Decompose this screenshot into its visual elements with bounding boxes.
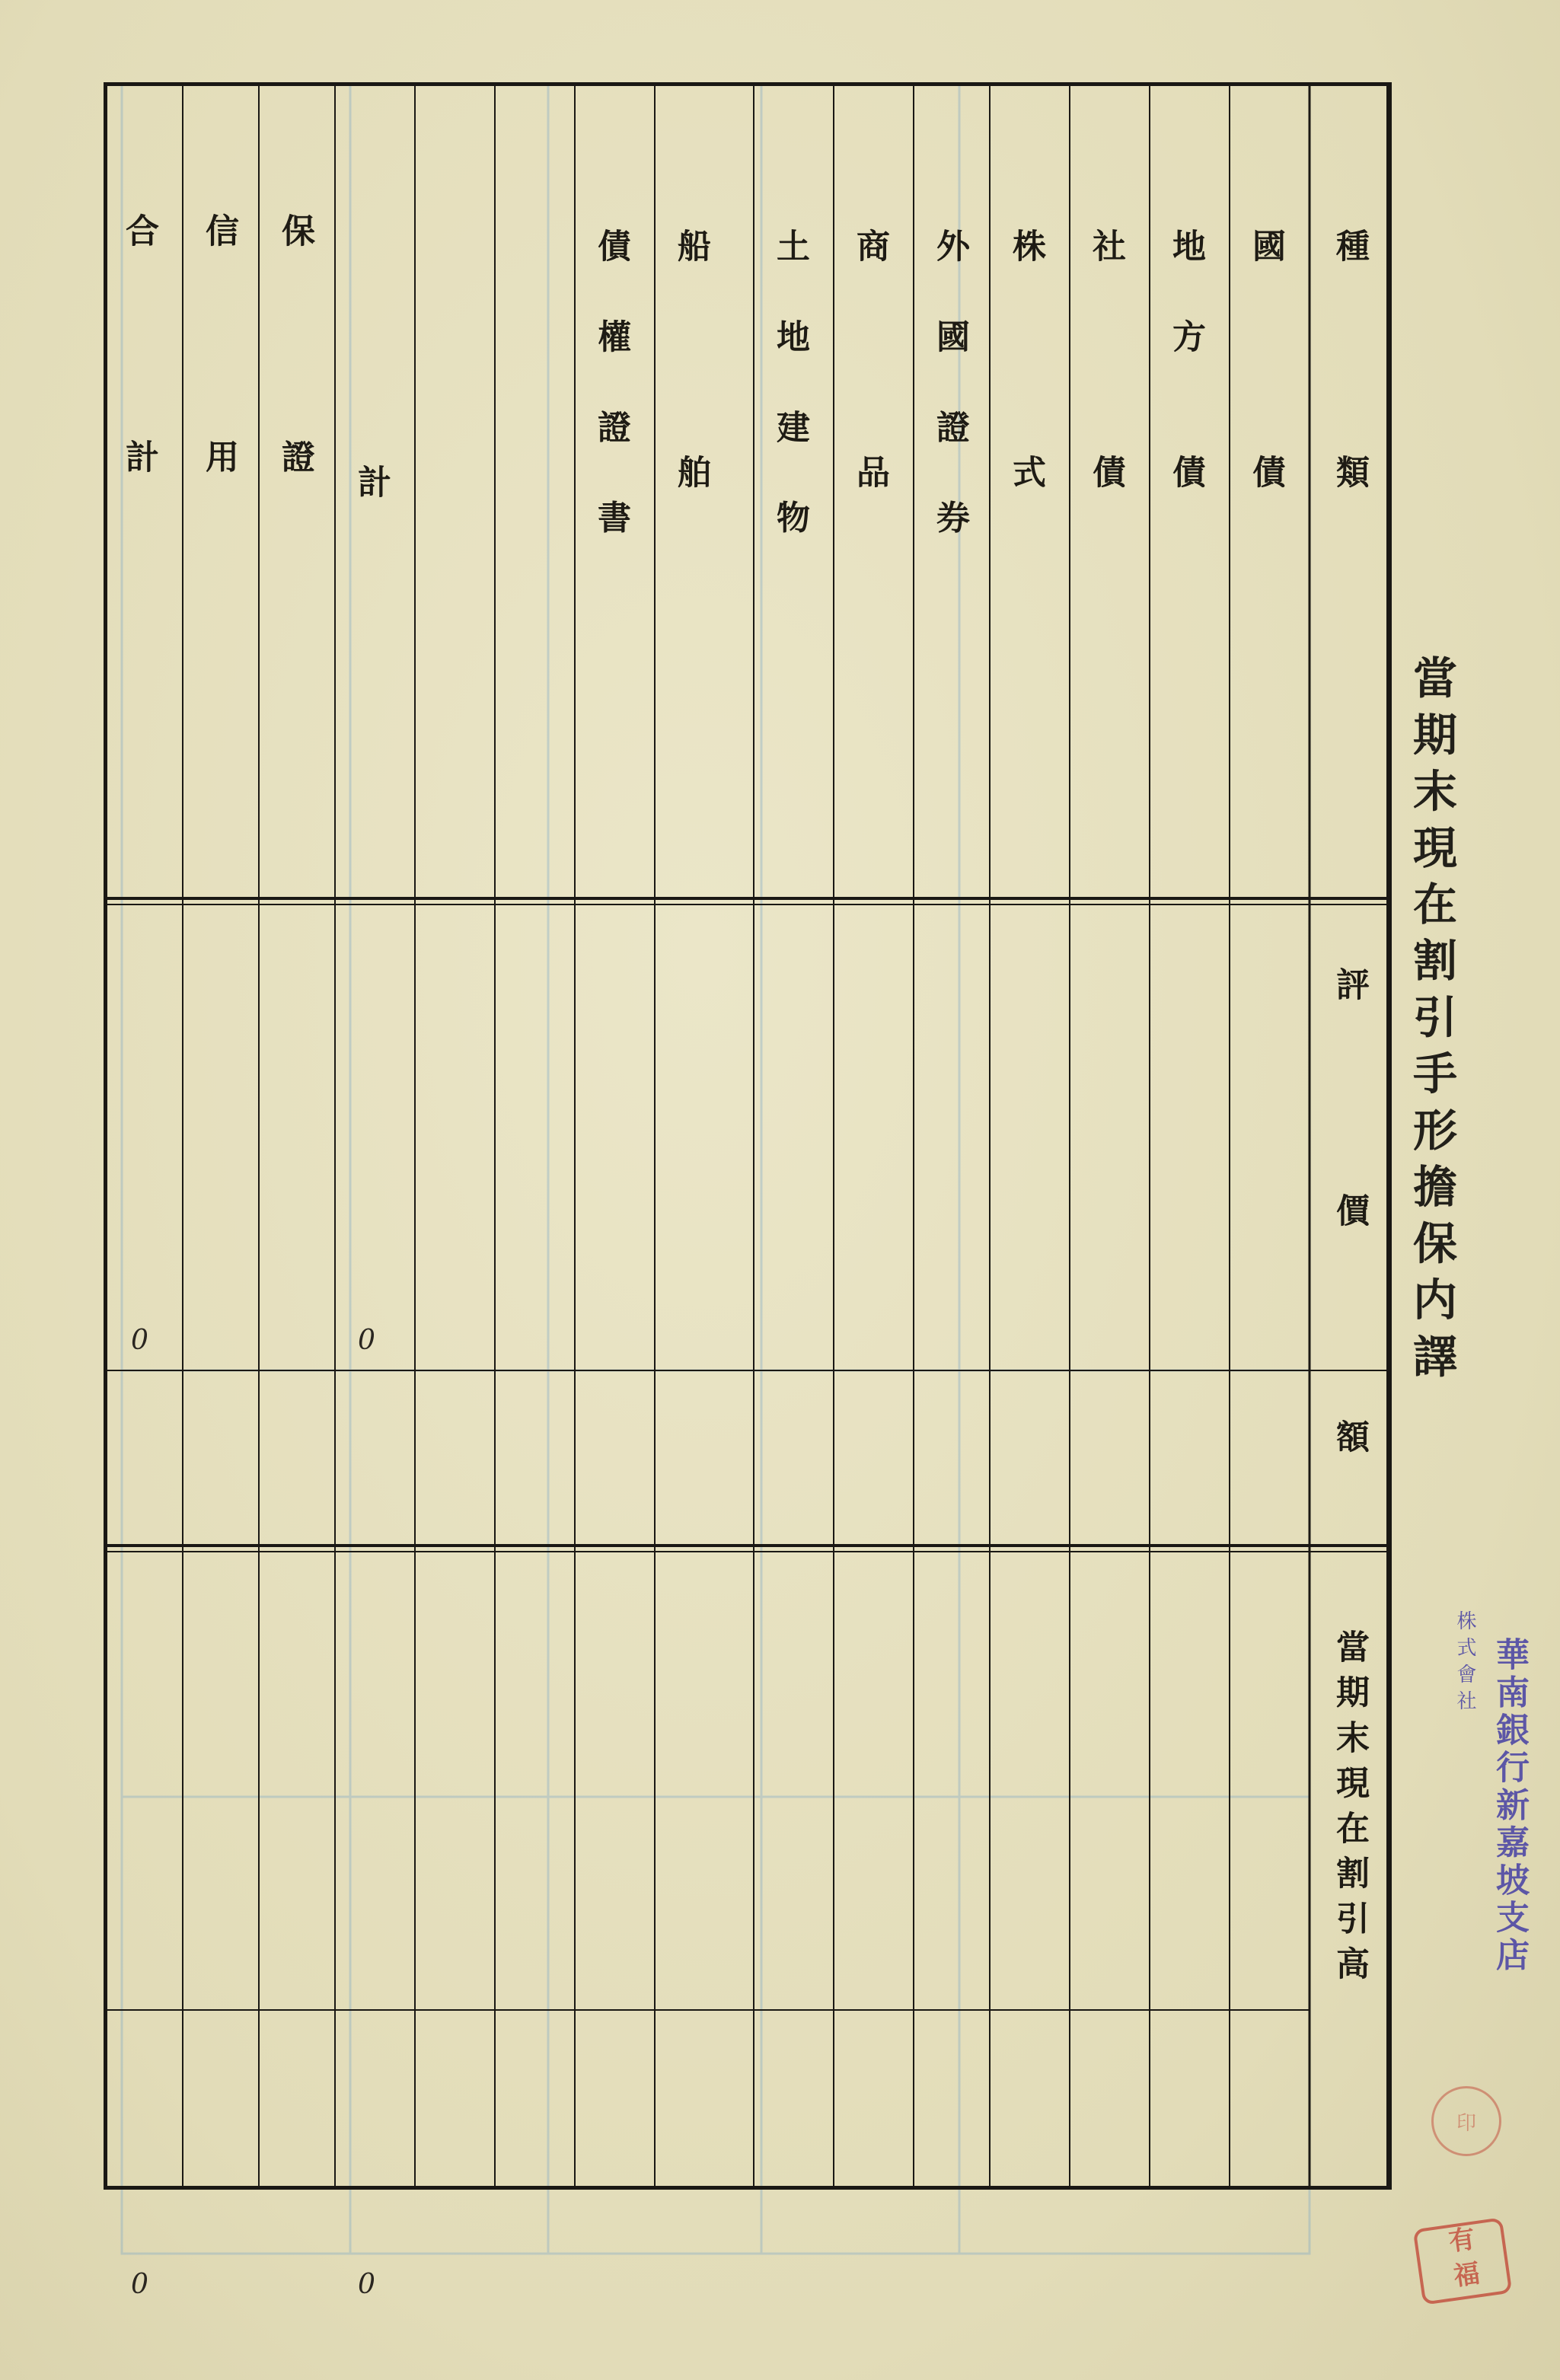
subtotal-balance-mark: 0 xyxy=(358,2269,375,2300)
row-label-claim-certificates: 債 權 證 書 xyxy=(592,228,630,545)
red-seal-stamp: 有福 xyxy=(1413,2217,1513,2305)
row-label-commodities: 商 品 xyxy=(850,228,889,500)
row-label-national-bond: 國 債 xyxy=(1246,228,1285,500)
row-label-local-bond: 地 方 債 xyxy=(1166,228,1205,500)
total-valuation-value: 0 xyxy=(131,1325,148,1356)
row-label-ships: 船 舶 xyxy=(672,228,710,500)
round-seal-stamp: 印 xyxy=(1431,2086,1501,2156)
page-title: 當期末現在割引手形擔保内譯 xyxy=(1405,655,1457,1390)
row-label-land-buildings: 土 地 建 物 xyxy=(770,228,809,545)
row-label-subtotal: 計 xyxy=(352,464,391,510)
subtotal-valuation-value: 0 xyxy=(358,1325,375,1356)
row-label-shares: 株 式 xyxy=(1007,228,1045,500)
total-balance-value: 0 xyxy=(131,2269,148,2300)
header-kind: 種 類 xyxy=(1330,228,1369,500)
row-label-corporate-bond: 社 債 xyxy=(1086,228,1125,500)
row-label-guarantee: 保 證 xyxy=(276,213,314,485)
row-label-credit: 信 用 xyxy=(199,213,238,485)
header-valuation: 評 價 額 xyxy=(1330,967,1369,1465)
row-label-grand-total: 合 計 xyxy=(120,213,158,485)
header-balance: 當期末現在割引高 xyxy=(1330,1629,1369,1992)
row-label-foreign-securities: 外 國 證 券 xyxy=(930,228,969,545)
bank-company-prefix: 株式會社 xyxy=(1453,1610,1476,1718)
bank-name-stamp: 華南銀行新嘉坡支店 xyxy=(1490,1637,1529,1975)
